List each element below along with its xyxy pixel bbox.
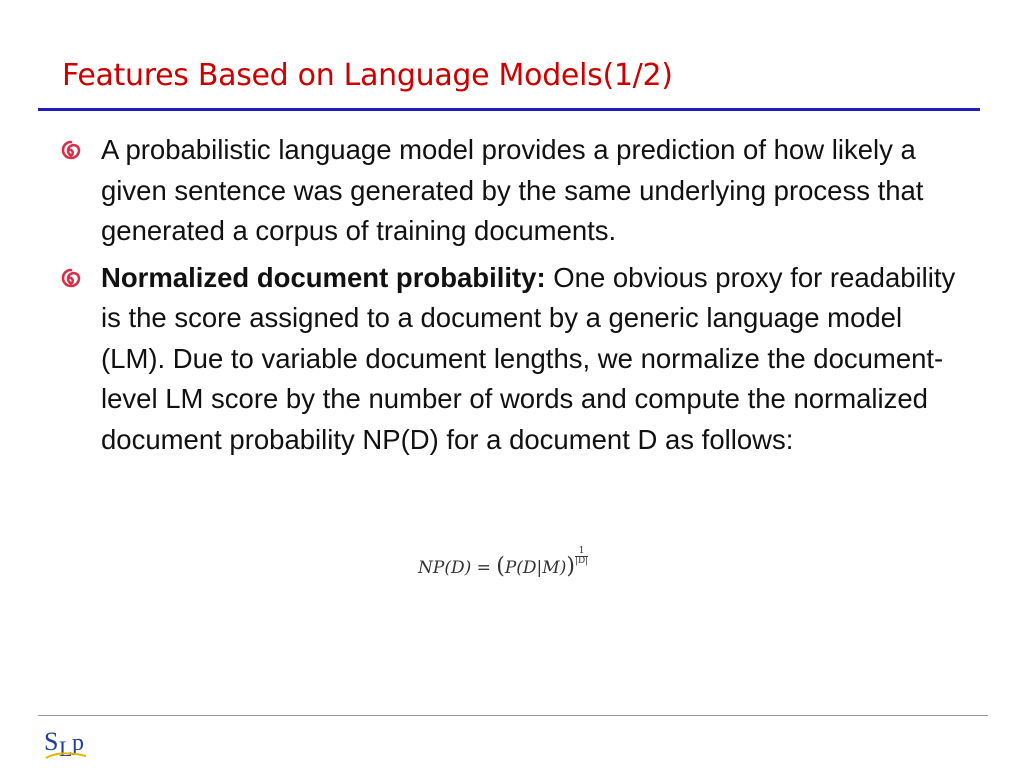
formula-exponent: 1 |D| — [574, 546, 589, 566]
bullet-item — [60, 258, 970, 461]
svg-text:L: L — [59, 736, 73, 761]
footer-divider — [38, 715, 988, 716]
formula-rhs: P(D|M) — [504, 558, 567, 578]
bullet-list — [60, 130, 970, 466]
bullet-text: One obvious proxy for readability is the score assigned to a document by a generic language model (LM). Due to variable document lengths, we normalize the document-level LM score by the number of words and compute the normalized document probability NP(D) for a document D as follows: — [101, 261, 956, 455]
bullet-item — [60, 130, 970, 252]
title-divider — [38, 108, 980, 111]
svg-text:p: p — [72, 730, 84, 756]
svg-text:S: S — [44, 727, 59, 756]
bullet-term: Normalized document probability: — [101, 261, 546, 293]
bullet-text: A probabilistic language model provides a prediction of how likely a given sentence was generated by the same underlying process that generated a corpus of training documents. — [101, 134, 924, 246]
formula-lhs: NP(D) = — [418, 558, 497, 578]
np-formula: NP(D) = (P(D|M)) $^{\frac{1}{|D|}}$ — [418, 546, 589, 579]
slp-logo — [40, 720, 96, 764]
swirl-bullet-icon — [60, 139, 82, 161]
slide-title: Features Based on Language Models(1/2) — [62, 58, 673, 93]
swirl-bullet-icon — [60, 267, 82, 289]
